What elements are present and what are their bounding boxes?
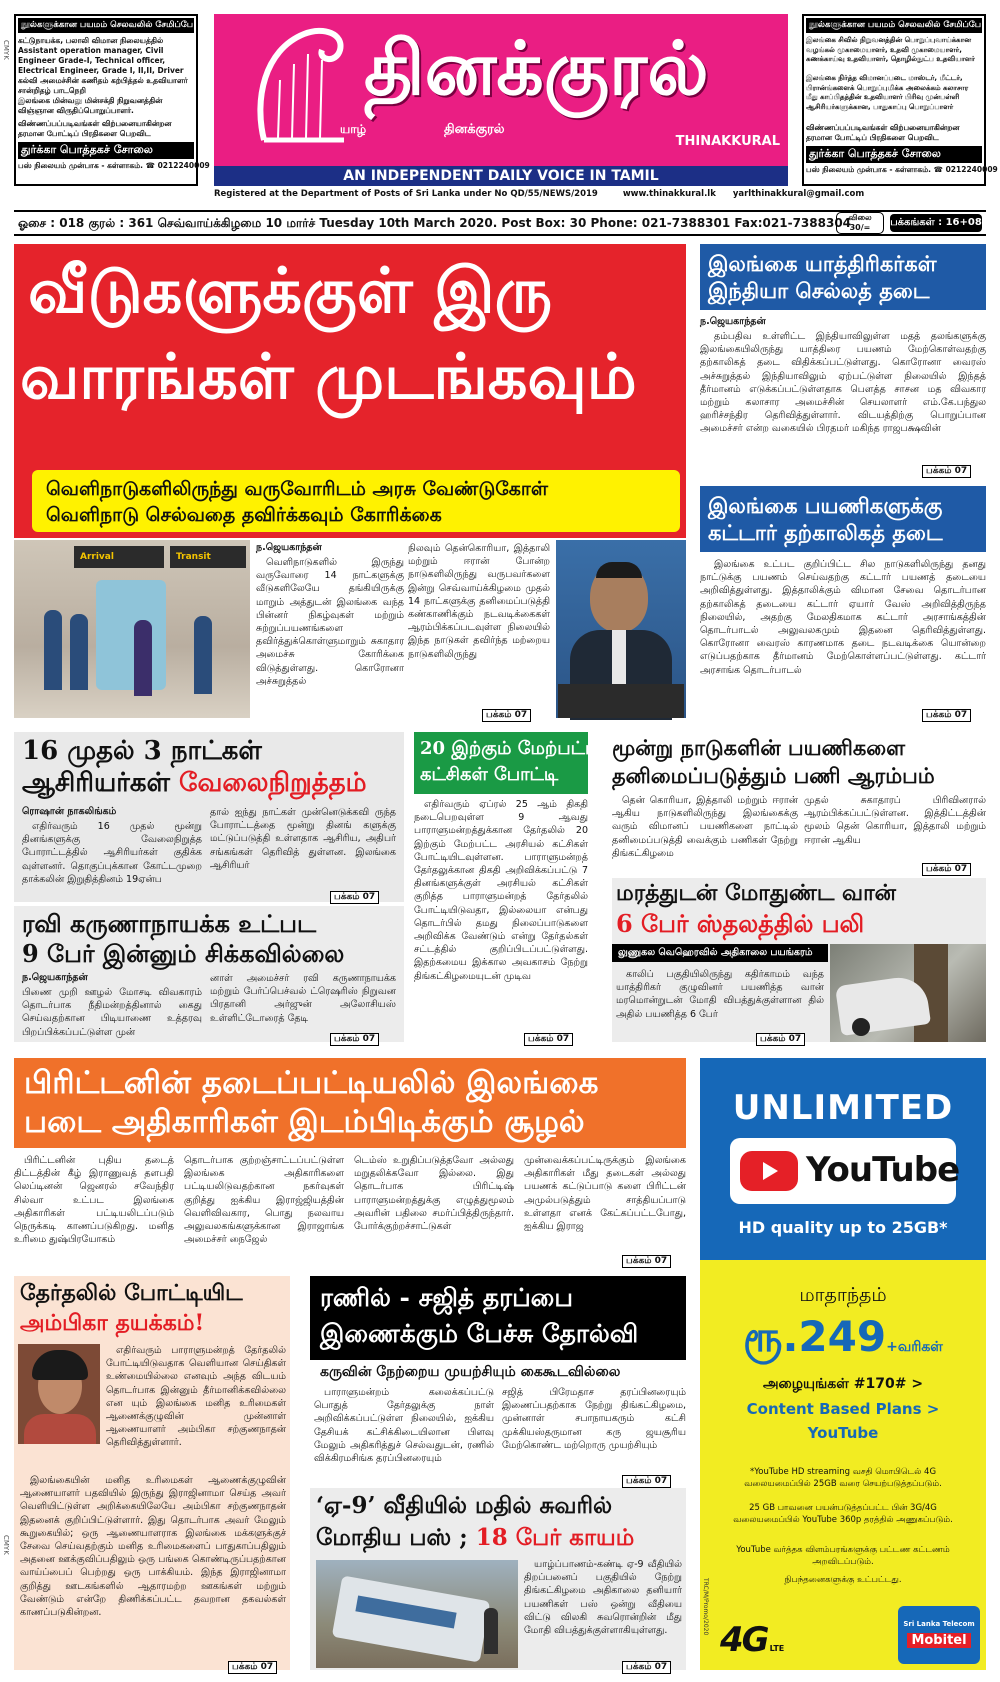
tax-label: +வரிகள் — [886, 1339, 943, 1355]
ad-item: இலங்கை சிவில் நிறுவனத்தின் பொறுப்புவாய்க்கான வழங்கல் முகாமையாளர், உதவி முகாமையாளர், கணக்காய்வு உதவியாளர், தொழில்நுட்ப உதவியாளர் — [806, 36, 975, 64]
youtube-logo — [730, 1138, 960, 1204]
continued: பக்கம் 07 — [622, 1475, 671, 1488]
teachers-col1: எதிர்வரும் 16 முதல் மூன்று தினங்களுக்கு வேலைநிறுத்த போராட்டத்தில் ஆசிரியர்கள் குதிக்க வுள்ளனர். தொகுப்புக்கான கோட்டமுறை தாக்கலின் இறுதித்தினம் 19ஏன்ப — [22, 821, 202, 885]
ad-address: பஸ் நிலையம் முன்பாக - கள்ளாகம். ☎ 0212240009 — [18, 161, 210, 170]
continued: பக்கம் 07 — [922, 709, 971, 722]
continued-label — [482, 702, 531, 722]
4g-logo — [720, 1620, 784, 1660]
bus-headline-1: ‘ஏ-9’ வீதியில் மதில் சுவரில் — [316, 1492, 613, 1519]
teachers-headline-2a: ஆசிரியர்கள் — [22, 768, 179, 798]
quarantine-col2: முதல் சுகாதாரப் பிரிவினரால் ஆரம்பிக்கப்பட்டுள்ளன. இத்திட்டத்தின் மூலம் தென் கொரியா, இத்தாலி மற்றும் ஈரான் ஆகிய — [804, 795, 986, 846]
left-bookshop-ad — [14, 14, 210, 186]
ad-address: பஸ் நிலையம் முன்பாக - கள்ளாகம். ☎ 0212240009 — [806, 165, 998, 174]
lead-headline-2: வாரங்கள் முடங்கவும் — [20, 340, 637, 413]
britain-col2: தொடர்பாக குற்றஞ்சாட்டப்பட்டுள்ள இலங்கை அதிகாரிகளை பட்டியலிடுவதற்கான நகர்வுகள் குறித்து ஐக்கிய இராஜ்ஜியத்தின் வெளிவிவகார, பொது நலவாய அலுவலகங்களுக்கான இராஜாங்க அமைச்சர் நைஜேல் — [184, 1155, 344, 1246]
bus-photo — [316, 1560, 518, 1668]
arrival-sign: Arrival — [74, 546, 164, 568]
paper-title-roman: THINAKKURAL — [675, 134, 780, 149]
page-count: பக்கங்கள் : 16+08 — [890, 214, 982, 232]
masthead — [214, 14, 788, 166]
ravi-headline-2: 9 பேர் இன்னும் சிக்கவில்லை — [22, 939, 345, 968]
ambika-headline-1: தேர்தலில் போட்டியிட — [20, 1280, 243, 1306]
ranil-headline-box — [310, 1276, 686, 1360]
registration: Registered at the Department of Posts of Sri Lanka under No QD/55/NEWS/2019 — [214, 189, 598, 199]
van-crash-photo — [830, 944, 986, 1042]
continued-label — [228, 1654, 277, 1674]
ad-sub: விண்ணப்பப்படிவங்கள் விற்பனையாகின்றன — [806, 123, 960, 132]
ranil-col1: பாராளுமன்றம் கலைக்கப்பட்டு பொதுத் தேர்தலுக்கு நாள் அறிவிக்கப்பட்டுள்ள நிலையில், ஐக்கிய தேசியக் கட்சிக்கிடையிலான பிளவு மேலும் அதிகரித்துச் செல்வதுடன், ரணில் விக்கிரமசிங்க தரப்பினரையும் — [314, 1387, 494, 1465]
continued-label — [622, 1468, 671, 1488]
youtube-wordmark: YouTube — [806, 1150, 960, 1190]
cmyk-mark: CMYK — [2, 40, 10, 60]
continued-label — [922, 702, 971, 722]
britain-headline-1: பிரிட்டனின் தடைப்பட்டியலில் இலங்கை — [24, 1065, 599, 1101]
teachers-byline: ரொஷான் நாகலிங்கம் — [22, 806, 117, 817]
ravi-col2: னாள் அமைச்சர் ரவி கருணாநாயக்க மற்றும் பேர்ப்பெச்வல் ட்ரெஷரிஸ் நிறுவன பிரதானி அர்ஜுன் அலோசியஸ் உள்ளிட்டோரைத் தேடி — [210, 973, 396, 1024]
price-box — [836, 212, 884, 234]
minister-photo — [556, 540, 686, 718]
promo-code: TRC/M/Promo/2020 — [702, 1578, 709, 1636]
quarantine-headline-1: மூன்று நாடுகளின் பயணிகளை — [612, 735, 906, 760]
ad-heading: நூல்களுக்கான பயமம் செலவலில் சேமிப்பே! — [18, 18, 194, 33]
india-headline-1: இலங்கை யாத்திரிகர்கள் — [708, 251, 937, 276]
van-headline-2: 6 பேர் ஸ்தலத்தில் பலி — [616, 909, 865, 938]
van-body: காலிப் பகுதியிலிருந்து கதிர்காமம் வந்த யாத்திரிகர் குழுவினர் பயணித்த வான் மரமொன்றுடன் மோதி விபத்துக்குள்ளான தில் அதில் பயணித்த 6 பேர் — [616, 969, 824, 1020]
right-bookshop-ad — [802, 14, 998, 186]
india-body: தம்பதிவ உள்ளிட்ட இந்தியாவிலுள்ள மதத் தலங்களுக்கு இலங்கையிலிருந்து யாத்திரை பயணம் மேற்கொள்வதற்கு தற்காலிகத் தடை விதிக்கப்பட்டுள்ளது. கொரோனா வைரஸ் அச்சுறுத்தல் இந்தியாவிலும் ஏற்பட்டுள்ள நிலையில் இந்தத் தீர்மானம் எடுக்கப்பட்டுள்ளதாக பௌத்த சாசன மத விவகார மற்றும் கலாசார அமைச்சின் செயலாளர் எம்.கே.பந்துல ஹரிச்சந்திர தெரிவித்துள்ளார். விடயத்திற்கு பொறுப்பான அமைச்சர் என்ற வகையில் பிரதமர் மகிந்த ராஜபக்ஷவின் — [700, 331, 986, 435]
continued-label — [330, 884, 379, 904]
dateline-bar — [14, 210, 986, 236]
paper-title: தினக்குரல் — [364, 26, 709, 112]
parties-headline-box — [414, 732, 600, 794]
lead-headline-1: வீடுகளுக்குள் இரு — [28, 254, 553, 327]
paper-title-small: தினக்குரல் — [444, 122, 505, 137]
hd-quality: HD quality up to 25GB* — [738, 1218, 948, 1237]
ad-sub2: தரமான போட்டிப் பிரதிகளை பெறவிட — [18, 129, 151, 138]
price-line — [700, 1312, 986, 1367]
bus-headline-2a: மோதிய பஸ் ; — [316, 1524, 476, 1551]
ranil-headline-2: இணைக்கும் பேச்சு தோல்வி — [320, 1319, 639, 1348]
4g-text: 4G — [720, 1620, 768, 1660]
ad-note-4: நிபந்தனைகளுக்கு உட்பட்டது. — [784, 1575, 902, 1585]
india-headline-box — [700, 244, 986, 310]
ambika-photo — [18, 1344, 100, 1444]
teachers-col2: தால் ஐந்து நாட்கள் முன்னெடுக்கவி ருந்த போராட்டத்தை மூன்று தினங் களுக்கு மட்டுப்படுத்தி உள்ளதாக ஆசிரிய, அதிபர் சங்கங்கள் தெரிவித் துள்ளன. இலங்கை ஆசிரியர் — [210, 807, 396, 871]
britain-headline-box — [14, 1058, 686, 1148]
continued: பக்கம் 07 — [524, 1033, 573, 1046]
play-button-icon — [740, 1151, 798, 1191]
ad-shop: துர்க்கா பொத்தகச் சோலை — [18, 142, 194, 159]
lead-body-col2: நிலவும் தென்கொரியா, இத்தாலி மற்றும் ஈரான் போன்ற நாடுகளிலிருந்து வருபவர்களை இன்று செவ்வாய்க்கிழமை முதல் 14 நாட்களுக்கு தனிமைப்படுத்தி கண்காணிக்கும் நடவடிக்கைகள் ஆரம்பிக்கப்படவுள்ள நிலையில் இந்த நாடுகள் தவிர்ந்த மற்றைய நாடுகளிலிருந்து — [408, 543, 550, 660]
continued-label — [622, 1654, 671, 1674]
continued: பக்கம் 07 — [922, 863, 971, 876]
ad-sub: விண்ணப்பப்படிவங்கள் விற்பனையாகின்றன — [18, 119, 172, 128]
ad-heading: நூல்களுக்கான பயமம் செலவலில் சேமிப்பே! — [806, 18, 982, 33]
youtube-link: YouTube — [807, 1424, 879, 1442]
britain-col3: டெம்ஸ் உறுதிப்படுத்தவோ அல்லது மறுதலிக்கவோ இல்லை. இது தொடர்பாக பிரிட்டிஷ் பாராளுமன்றத்துக்கு எழுத்துமூலம் அவரின் பதிலை சமர்ப்பித்திருந்தார். போர்க்குற்றச்சாட்டுகள் — [354, 1155, 514, 1233]
van-headline-1: மரத்துடன் மோதுண்ட வான் — [616, 880, 896, 906]
lead-story — [14, 244, 686, 538]
india-byline: ந.ஜெயகாந்தன் — [700, 316, 766, 327]
continued: பக்கம் 07 — [482, 709, 531, 722]
ambika-body-top: எதிர்வரும் பாராளுமன்றத் தேர்தலில் போட்டியிடுவதாக வெளியான செய்திகள் உண்மையில்லை எனவும் அந்த விடயம் தொடர்பாக இன்னும் தீர்மானிக்கவில்லை என யும் இலங்கை மனித உரிமைகள் ஆணைக்குழுவின் முன்னாள் ஆணையாளர் அம்பிகா சற்குணநாதன் தெரிவித்துள்ளார். — [106, 1345, 286, 1449]
continued: பக்கம் 07 — [622, 1255, 671, 1268]
ad-shop: துர்க்கா பொத்தகச் சோலை — [806, 146, 982, 163]
lead-byline: ந.ஜெயகாந்தன் — [256, 542, 322, 553]
telecom-text: Sri Lanka Telecom — [903, 1620, 975, 1628]
van-strip: லுணுகல வெஹெரவில் அதிகாலை பயங்கரம் — [612, 944, 828, 962]
qatar-headline-2: கட்டார் தற்காலிகத் தடை — [708, 520, 943, 545]
continued-label — [922, 458, 971, 478]
ad-note-1: *YouTube HD streaming வசதி மொபிடெல் 4G வலையமைப்பில் 25GB வரை செயற்படுத்தப்படும். — [744, 1467, 942, 1489]
cmyk-mark: CMYK — [2, 1535, 10, 1555]
email: yarlthinakkural@gmail.com — [732, 189, 865, 199]
plan-price: ரூ.249 — [743, 1312, 887, 1361]
registration-line — [214, 189, 865, 203]
continued: பக்கம் 07 — [622, 1661, 671, 1674]
lead-subhead — [32, 470, 680, 532]
ad-item: இலங்கை நிர்த்த விமானப்படை மாஸ்டர், மீட்டர், பிரான்ங்களைக் பொறுப்புமிக்க அலைக்கம் கலாசார மீது காப்பிதத்தின் உதவியாளர் பிரிவு முன்பள்ளி ஆசிரியர்களுக்கான, பாதுகாப்பு பொறுப்பாளர் — [806, 74, 969, 111]
parties-headline-2: கட்சிகள் போட்டி — [420, 764, 559, 785]
ad-item: கல்வி அமைச்சின் கணிதம் கற்பித்தல் உதவியாளர் சான்றிதழ் பாடநெறி — [18, 76, 188, 95]
teachers-headline-2 — [22, 766, 367, 800]
price: 30/= — [849, 223, 871, 232]
qatar-body: இலங்கை உட்பட குறிப்பிட்ட சில நாடுகளிலிருந்து தனது நாட்டுக்கு பயணம் செய்வதற்கு கட்டார் பயணத் தடையை அறிவித்துள்ளது. இத்தாலிக்கும் விமான சேவை தொடர்பான தற்காலிகத் தடையை கட்டார் ஏயார் வேஸ் அறிவித்திருந்த நிலையில், அதற்கு மேலதிகமாக கட்டார் அரசாங்கத்தின் தொடர்பாடல் அலுவலகமும் இதனை தெரிவித்துள்ளது. கொரோனா வைரஸ் காரணமாக தடை நடவடிக்கை யொன்றை எடுப்பதற்காக தீர்மானம் மேற்கொள்ளப்பட்டுள்ளது. கட்டார் அரசாங்க தொடர்பாடல் — [700, 559, 986, 676]
ad-sub2: தரமான போட்டிப் பிரதிகளை பெறவிட — [806, 133, 939, 142]
continued-label — [622, 1248, 671, 1268]
qatar-headline-box — [700, 486, 986, 552]
continued: பக்கம் 07 — [330, 891, 379, 904]
qatar-headline-1: இலங்கை பயணிகளுக்கு — [708, 493, 943, 518]
ranil-headline-1: ரணில் - சஜித் தரப்பை — [320, 1283, 573, 1312]
mobitel-text: Mobitel — [907, 1633, 970, 1648]
website: www.thinakkural.lk — [622, 189, 716, 199]
bus-headline-2b: 18 பேர் காயம் — [475, 1524, 635, 1551]
britain-headline-2: படை அதிகாரிகள் இடம்பிடிக்கும் சூழல் — [24, 1104, 585, 1140]
quarantine-col1: தென் கொரியா, இத்தாலி மற்றும் ஈரான் ஆகிய நாடுகளிலிருந்து இலங்கைக்கு வரும் விமானப் பயணிகளை நாட்டில் தனிமைப்படுத்தி வைக்கும் பணிகள் நேற்று திங்கட்கிழமை — [612, 795, 798, 859]
price-label: விலை — [848, 213, 872, 222]
continued-label — [330, 1026, 379, 1046]
airport-photo — [14, 540, 250, 718]
lead-sub-1: வெளிநாடுகளிலிருந்து வருவோரிடம் அரசு வேண்டுகோள் — [46, 478, 549, 500]
tagline: AN INDEPENDENT DAILY VOICE IN TAMIL — [214, 166, 788, 186]
continued: பக்கம் 07 — [228, 1661, 277, 1674]
ranil-col2: சஜித் பிரேமதாச தரப்பினரையும் இணைப்பதற்காக நேற்று திங்கட்கிழமை, முன்னாள் சபாநாயகரும் கட்சி முக்கியஸ்தருமான கரு ஜயசூரிய மேற்கொண்ட மற்றொரு முயற்சியும் — [502, 1387, 686, 1451]
continued: பக்கம் 07 — [756, 1033, 805, 1046]
unlimited-text: UNLIMITED — [732, 1088, 954, 1128]
plans-link: Content Based Plans > — [746, 1400, 940, 1418]
quarantine-headline-2: தனிமைப்படுத்தும் பணி ஆரம்பம் — [612, 763, 935, 788]
youtube-ad — [700, 1058, 986, 1670]
dial-code: அழையுங்கள் #170# > — [762, 1376, 924, 1392]
logo-word: யாழ் — [340, 122, 367, 136]
teachers-headline-2b: வேலைநிறுத்தம் — [178, 768, 367, 798]
ravi-byline: ந.ஜெயகாந்தன் — [22, 972, 88, 983]
continued-label — [922, 856, 971, 876]
ravi-headline-1: ரவி கருணாநாயக்க உட்பட — [22, 909, 317, 938]
teachers-headline-1: 16 முதல் 3 நாட்கள் — [22, 736, 262, 766]
ad-note-2: 25 GB பாவனை பயன்படுத்தப்பட்ட பின் 3G/4G வலையமைப்பில் YouTube 360p தரத்தில் அணுகப்படும். — [733, 1503, 953, 1525]
ad-item: கட்டுநாயக்க, பலாலி விமான நிலையத்தில் Assistant operation manager, Civil Engineer Grade-I, Technical officer, Electrical Engineer, Grade I, II,II, Driver — [18, 36, 184, 75]
continued-label — [524, 1026, 573, 1046]
continued: பக்கம் 07 — [922, 465, 971, 478]
ambika-body-bottom: இலங்கையின் மனித உரிமைகள் ஆணைக்குழுவின் ஆணையாளர் பதவியில் இருந்து இராஜினாமா செய்த அவர் வெளியிட்டுள்ள அறிக்கையிலேயே அம்பிகா சற்குணநாதன் இதனைக் குறிப்பிட்டுள்ளார். இது தொடர்பாக அவர் மேலும் கூறுகையில்; ஒரு ஆணையாளராக இலங்கை மக்களுக்குச் சேவை செய்வதற்கும் மனித உரிமைகளைப் பாதுகாப்பதிலும் அதனை ஊக்குவிப்பதிலும் ஒரு பங்கை கொண்டிருப்பதற்கான வாய்ப்பைப் பெற்றது ஒரு பாக்கியம். இந்த இராஜினாமா குறித்து ஊடகங்களில் ஆதாரமற்ற ஊகங்கள் மற்றும் வேண்டும் என்றே திணிக்கப்பட்ட தவறான தகவல்கள் காணப்படுகின்றன. — [20, 1475, 286, 1619]
continued: பக்கம் 07 — [330, 1033, 379, 1046]
britain-col1: பிரிட்டனின் புதிய தடைத் திட்டத்தின் கீழ் இராணுவத் தளபதி லெப்டினன் ஜெனரல் சவேந்திர சில்வா உட்பட இலங்கை அதிகாரிகள் பட்டியலிடப்படும் நெருக்கடி காணப்படுகிறது. மனித உரிமை துஷ்பிரயோகம் — [14, 1155, 174, 1246]
play-triangle-icon — [740, 1151, 798, 1191]
bus-body: யாழ்ப்பாணம்-கண்டி ஏ-9 வீதியில் திறப்பனைப் பகுதியில் நேற்று திங்கட்கிழமை அதிகாலை தனியார் பயணிகள் பஸ் ஒன்று வீதியை விட்டு விலகி சுவரொன்றின் மீது மோதி விபத்துக்குள்ளாகியுள்ளது. — [524, 1559, 682, 1637]
parties-headline-1: 20 இற்கும் மேற்பட்ட — [420, 738, 600, 759]
dateline: ஓசை : 018 குரல் : 361 செவ்வாய்க்கிழமை 10 மார்ச் Tuesday 10th March 2020. Post Box: 30 Phone: 021-7388301 Fax:021-7388304 — [18, 216, 852, 230]
ad-note-3: YouTube வர்த்தக விளம்பரங்களுக்கு பட்டண கட்டணம் அறவிடப்படும். — [736, 1545, 950, 1567]
ravi-col1: பிணை முறி ஊழல் மோசடி விவகாரம் தொடர்பாக நீதிமன்றத்தினால் கைது செய்வதற்கான பிடியாணை உத்தரவு பிறப்பிக்கப்பட்டுள்ள முன் — [22, 987, 202, 1038]
transit-sign: Transit — [170, 546, 246, 568]
continued-label — [756, 1026, 805, 1046]
mobitel-logo — [898, 1606, 980, 1664]
lead-body-col1: வெளிநாடுகளில் இருந்து வருவோரை 14 நாட்களுக்கு வீடுகளிலேயே தங்கியிருக்கு மாறும் அத்துடன் இலங்கை வந்த பின்னர் நிகழ்வுகள் மற்றும் சுற்றுப்பயணங்களை தவிர்த்துக்கொள்ளுமாறும் சுகாதார அமைச்சு கோரிக்கை விடுத்துள்ளது. கொரோனா அச்சுறுத்தல் — [256, 557, 404, 687]
parties-body: எதிர்வரும் ஏப்ரல் 25 ஆம் திகதி நடைபெறவுள்ள 9 ஆவது பாராளுமன்றத்துக்கான தேர்தலில் 20 இற்கும் மேற்பட்ட அரசியல் கட்சிகள் போட்டியிடவுள்ளன. பாராளுமன்றத் தேர்தலுக்கான திகதி அறிவிக்கப்பட்டு 7 தினங்களுக்குள் அரசியல் கட்சிகள் குறித்த பாராளுமன்றத் தேர்தலில் போட்டியிடுவதா, இல்லையா என்பது தொடர்பில் தமது நிலைப்பாடுகளை அறிவிக்க வேண்டும் என்று தேர்தல்கள் சட்டத்தில் குறிப்பிடப்பட்டுள்ளது. இதற்கமைய இக்கால அவகாசம் நேற்று திங்கட்கிழமையுடன் முடிவ — [414, 799, 588, 982]
ranil-subhead: கருவின் நேற்றைய முயற்சியும் கைகூடவில்லை — [320, 1364, 621, 1380]
ad-item: இலங்கை மின்வலு மின்சக்தி நிறுவனத்தின் விஞ்ஞான விருதிப்பொறுப்பாளர். — [18, 96, 163, 115]
lte-text: LTE — [769, 1644, 785, 1653]
lead-sub-2: வெளிநாடு செல்வதை தவிர்க்கவும் கோரிக்கை — [46, 504, 442, 526]
monthly-label: மாதாந்தம் — [799, 1284, 887, 1306]
ambika-headline-2: அம்பிகா தயக்கம்! — [20, 1310, 205, 1336]
britain-col4: முன்வைக்கப்பட்டிருக்கும் இலங்கை அதிகாரிகள் மீது தடைகள் அல்லது பயணக் கட்டுப்பாடு களை பிரிட்டன் அமுல்படுத்தும் சாத்தியப்பாடு உள்ளதா எனக் கேட்கப்பட்டபோது, ஐக்கிய இராஜ — [524, 1155, 686, 1233]
bus-headline-2 — [316, 1522, 634, 1554]
india-headline-2: இந்தியா செல்லத் தடை — [708, 278, 930, 303]
